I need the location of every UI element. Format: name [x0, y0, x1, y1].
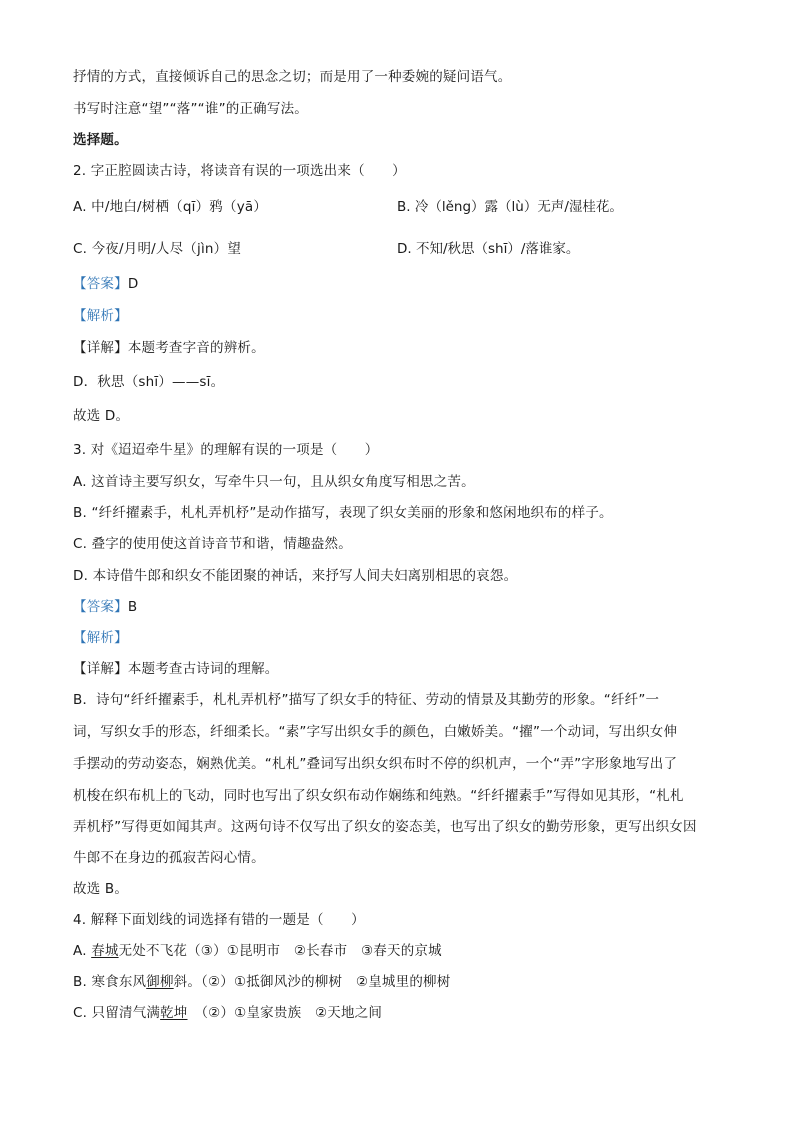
option-c [73, 1004, 382, 1022]
detail-tag: 【详解】 [73, 661, 128, 677]
detail-line [73, 339, 265, 357]
option-a [73, 942, 442, 960]
detail-text: 本题考查字音的辨析。 [127, 340, 265, 356]
question-stem: 2. 字正腔圆读古诗，将读音有误的一项选出来（ ） [73, 163, 406, 179]
option-a: A. 这首诗主要写织女，写牵牛只一句，且从织女角度写相思之苦。 [73, 474, 475, 490]
option-d: D. 本诗借牛郎和织女不能团聚的神话，来抒写人间夫妇离别相思的哀怨。 [73, 568, 518, 584]
answer-value: D [127, 276, 139, 292]
analysis-tag: 【解析】 [73, 308, 128, 324]
paragraph-line: B．诗句“纤纤擢素手，札札弄机杼”描写了织女手的特征、劳动的情景及其勤劳的形象。“纤纤”一 [73, 692, 660, 708]
paragraph-line: 机梭在织布机上的飞动，同时也写出了织女织布动作娴练和纯熟。“纤纤擢素手”写得如见其形，“札札 [73, 788, 684, 804]
option-c: C. 今夜/月明/人尽（jìn）望 [73, 241, 242, 257]
option-b [73, 973, 450, 991]
option-b: B. 冷（lěng）露（lù）无声/湿桂花。 [397, 199, 623, 215]
option-rest: （②）①皇家贵族 ②天地之间 [187, 1005, 383, 1021]
option-d: D. 不知/秋思（shī）/落谁家。 [397, 241, 580, 257]
paragraph-line: 词，写织女手的形态，纤细柔长。“素”字写出织女手的颜色，白嫩娇美。“擢”一个动词，写出织女伸 [73, 724, 678, 740]
question-stem: 3. 对《迢迢牵牛星》的理解有误的一项是（ ） [73, 442, 379, 458]
section-heading: 选择题。 [73, 132, 128, 148]
detail-tag: 【详解】 [73, 340, 128, 356]
answer-line [73, 598, 137, 616]
paragraph-line: 牛郎不在身边的孤寂苦闷心情。 [73, 850, 265, 866]
option-prefix: A. [73, 943, 92, 959]
option-rest: 斜。（②）①抵御风沙的柳树 ②皇城里的柳树 [173, 974, 451, 990]
answer-tag: 【答案】 [73, 276, 128, 292]
text-line: 抒情的方式，直接倾诉自己的思念之切；而是用了一种委婉的疑问语气。 [73, 69, 512, 85]
analysis-tag: 【解析】 [73, 630, 128, 646]
paragraph-line: 弄机杼”写得更如闻其声。这两句诗不仅写出了织女的姿态美，也写出了织女的勤劳形象，更写出织女因 [73, 819, 697, 835]
underlined-word: 御柳 [146, 974, 174, 990]
option-c: C. 叠字的使用使这首诗音节和谐，情趣盎然。 [73, 536, 352, 552]
detail-line [73, 660, 279, 678]
option-prefix: C. 只留清气满 [73, 1005, 161, 1021]
underlined-word: 春城 [91, 943, 119, 959]
text-line: D．秋思（shī）——sī。 [73, 374, 225, 390]
paragraph-line: 手摆动的劳动姿态，娴熟优美。“札札”叠词写出织女织布时不停的织机声，一个“弄”字形象地写出了 [73, 756, 678, 772]
answer-tag: 【答案】 [73, 599, 128, 615]
option-rest: 无处不飞花（③）①昆明市 ②长春市 ③春天的京城 [118, 943, 442, 959]
text-line: 书写时注意“望”“落”“谁”的正确写法。 [73, 101, 308, 117]
option-prefix: B. 寒食东风 [73, 974, 147, 990]
question-stem: 4. 解释下面划线的词选择有错的一题是（ ） [73, 912, 365, 928]
answer-line [73, 275, 138, 293]
answer-value: B [127, 599, 138, 615]
option-a: A. 中/地白/树栖（qī）鸦（yā） [73, 199, 268, 215]
choose-line: 故选 D。 [73, 408, 130, 424]
option-b: B. “纤纤擢素手，札札弄机杼”是动作描写，表现了织女美丽的形象和悠闲地织布的样子。 [73, 505, 613, 521]
detail-text: 本题考查古诗词的理解。 [127, 661, 279, 677]
choose-line: 故选 B。 [73, 881, 129, 897]
underlined-word: 乾坤 [160, 1005, 188, 1021]
